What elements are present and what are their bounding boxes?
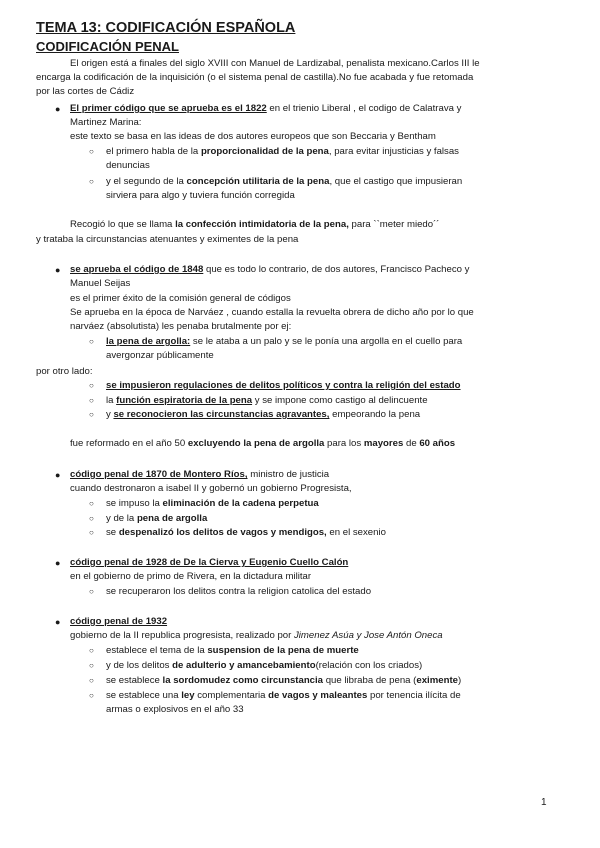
- circle-bullet-icon: ○: [89, 381, 94, 390]
- s2-line-3: es el primer éxito de la comisión general de códigos: [70, 293, 291, 304]
- s2-line-5: narváez (absolutista) les penaba brutalmente por ej:: [70, 321, 292, 332]
- s3-line-2: cuando destronaron a isabel II y gobernó un gobierno Progresista,: [70, 483, 352, 494]
- circle-bullet-icon: ○: [89, 337, 94, 346]
- s2-line-1: se aprueba el código de 1848 que es todo lo contrario, de dos autores, Francisco Pacheco y: [70, 264, 470, 275]
- circle-bullet-icon: ○: [89, 676, 94, 685]
- bullet-icon: ●: [55, 558, 61, 568]
- document-title: TEMA 13: CODIFICACIÓN ESPAÑOLA: [36, 20, 296, 36]
- s2-sub-4: y se reconocieron las circunstancias agravantes, empeorando la pena: [106, 409, 421, 420]
- circle-bullet-icon: ○: [89, 410, 94, 419]
- page-number: 1: [541, 797, 547, 808]
- s2-sub-3: la función espiratoria de la pena y se impone como castigo al delincuente: [106, 395, 428, 406]
- s3-line-1: código penal de 1870 de Montero Ríos, ministro de justicia: [70, 469, 330, 480]
- circle-bullet-icon: ○: [89, 147, 94, 156]
- s1-recogio: Recogió lo que se llama la confección intimidatoria de la pena, para ``meter miedo´´: [70, 219, 440, 230]
- intro-line-3: por las cortes de Cádiz: [36, 86, 135, 97]
- circle-bullet-icon: ○: [89, 499, 94, 508]
- s3-sub-3: se despenalizó los delitos de vagos y mendigos, en el sexenio: [106, 527, 386, 538]
- bullet-icon: ●: [55, 470, 61, 480]
- intro-line-2: encarga la codificación de la inquisición (o el sistema penal de castilla).No fue acabada y fue retomada: [36, 72, 474, 83]
- circle-bullet-icon: ○: [89, 177, 94, 186]
- s5-sub-3: se establece la sordomudez como circunstancia que libraba de pena (eximente): [106, 675, 462, 686]
- s2-line-4: Se aprueba en la época de Narváez , cuando estalla la revuelta obrera de dicho año por lo que: [70, 307, 474, 318]
- s1-line-1: El primer código que se aprueba es el 1822 en el trienio Liberal , el codigo de Calatrava y: [70, 103, 462, 114]
- s5-line-2: gobierno de la II republica progresista, realizado por Jimenez Asúa y Jose Antón Oneca: [70, 630, 443, 641]
- s2-sub-1: la pena de argolla: se le ataba a un palo y se le ponía una argolla en el cuello para: [106, 336, 463, 347]
- s2-line-2: Manuel Seijas: [70, 278, 131, 289]
- s5-sub-1: establece el tema de la suspension de la pena de muerte: [106, 645, 359, 656]
- s3-sub-2: y de la pena de argolla: [106, 513, 208, 524]
- s4-line-2: en el gobierno de primo de Rivera, en la dictadura militar: [70, 571, 312, 582]
- s5-sub-2: y de los delitos de adulterio y amancebamiento(relación con los criados): [106, 660, 423, 671]
- s1-line-3: este texto se basa en las ideas de dos autores europeos que son Beccaria y Bentham: [70, 131, 436, 142]
- s1-sub-2-cont: sirviera para algo y tuviera función corregida: [106, 190, 295, 201]
- s2-otro-lado: por otro lado:: [36, 366, 93, 377]
- s1-sub-2: y el segundo de la concepción utilitaria de la pena, que el castigo que impusieran: [106, 176, 463, 187]
- s3-sub-1: se impuso la eliminación de la cadena perpetua: [106, 498, 319, 509]
- s5-line-1: código penal de 1932: [70, 616, 168, 627]
- s2-reformado: fue reformado en el año 50 excluyendo la pena de argolla para los mayores de 60 años: [70, 438, 456, 449]
- bullet-icon: ●: [55, 265, 61, 275]
- s5-sub-4: se establece una ley complementaria de vagos y maleantes por tenencia ilícita de: [106, 690, 461, 701]
- s5-sub-4-cont: armas o explosivos en el año 33: [106, 704, 244, 715]
- s2-sub-1-cont: avergonzar públicamente: [106, 350, 214, 361]
- s1-recogio-cont: y trataba la circunstancias atenuantes y eximentes de la pena: [36, 234, 299, 245]
- circle-bullet-icon: ○: [89, 396, 94, 405]
- s4-line-1: código penal de 1928 de De la Cierva y Eugenio Cuello Calón: [70, 557, 349, 568]
- circle-bullet-icon: ○: [89, 514, 94, 523]
- circle-bullet-icon: ○: [89, 661, 94, 670]
- intro-line-1: El origen está a finales del siglo XVIII con Manuel de Lardizabal, penalista mexicano.Carlos III le: [70, 58, 480, 69]
- circle-bullet-icon: ○: [89, 691, 94, 700]
- s1-line-2: Martinez Marina:: [70, 117, 142, 128]
- bullet-icon: ●: [55, 104, 61, 114]
- circle-bullet-icon: ○: [89, 646, 94, 655]
- bullet-icon: ●: [55, 617, 61, 627]
- s4-sub-1: se recuperaron los delitos contra la religion catolica del estado: [106, 586, 372, 597]
- circle-bullet-icon: ○: [89, 587, 94, 596]
- s2-sub-2: se impusieron regulaciones de delitos políticos y contra la religión del estado: [106, 380, 461, 391]
- s1-sub-1-cont: denuncias: [106, 160, 150, 171]
- section-heading: CODIFICACIÓN PENAL: [36, 39, 179, 54]
- circle-bullet-icon: ○: [89, 528, 94, 537]
- s1-sub-1: el primero habla de la proporcionalidad de la pena, para evitar injusticias y falsas: [106, 146, 459, 157]
